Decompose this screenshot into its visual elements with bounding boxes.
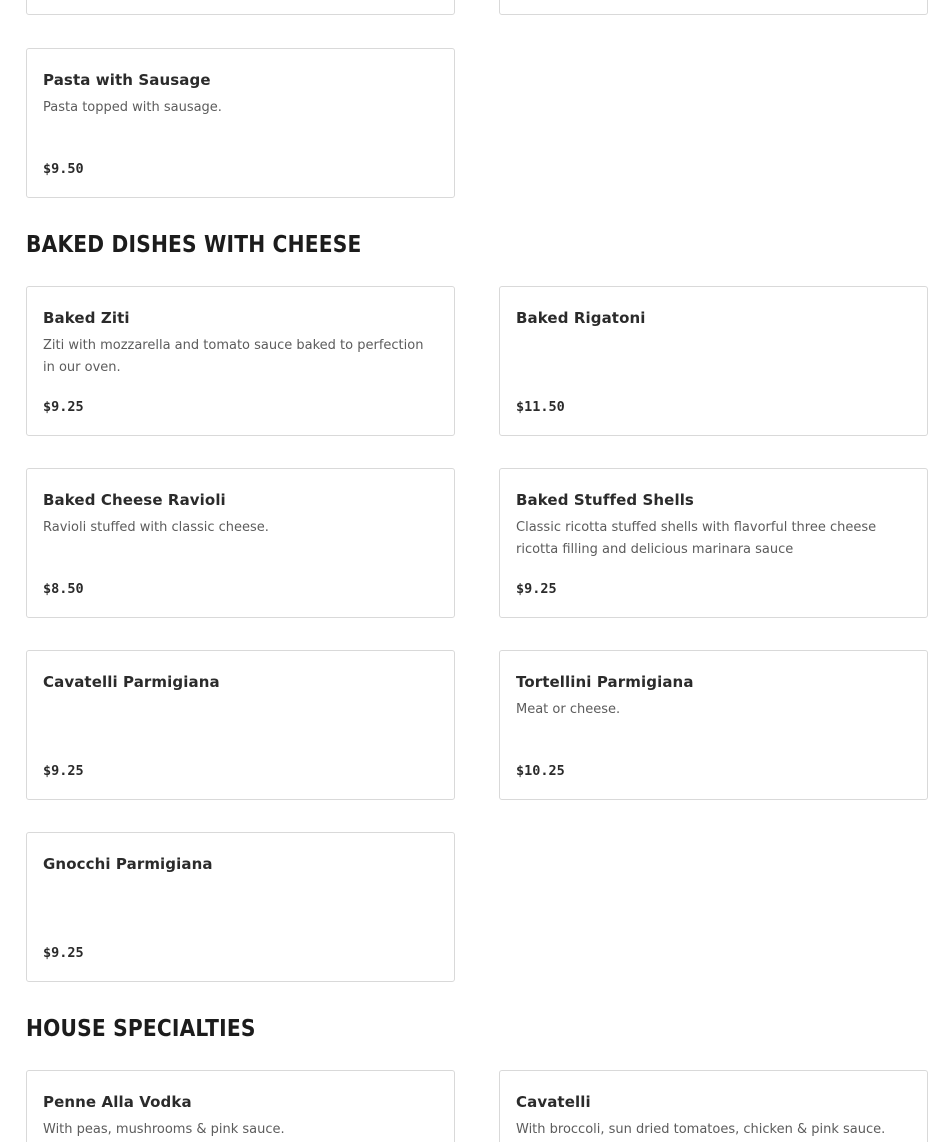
menu-item-card[interactable] (499, 286, 928, 436)
menu-item-name: Cavatelli Parmigiana (43, 673, 220, 691)
menu-item-price: $11.50 (516, 399, 565, 415)
section-title: HOUSE SPECIALTIES (26, 1016, 256, 1042)
menu-item-description: Pasta topped with sausage. (43, 100, 222, 115)
menu-item-description: With broccoli, sun dried tomatoes, chicken & pink sauce. (516, 1122, 886, 1137)
menu-item-name: Gnocchi Parmigiana (43, 855, 213, 873)
menu-item-card[interactable] (499, 468, 928, 618)
menu-item-description: With peas, mushrooms & pink sauce. (43, 1122, 285, 1137)
menu-item-description: Ravioli stuffed with classic cheese. (43, 520, 269, 535)
menu-item-name: Tortellini Parmigiana (516, 673, 694, 691)
menu-item-name: Penne Alla Vodka (43, 1093, 192, 1111)
menu-item-name: Baked Ziti (43, 309, 130, 327)
menu-item-name: Pasta with Sausage (43, 71, 211, 89)
menu-item-name: Cavatelli (516, 1093, 591, 1111)
menu-item-card[interactable] (26, 286, 455, 436)
menu-item-name: Baked Rigatoni (516, 309, 646, 327)
menu-item-card[interactable] (26, 650, 455, 800)
menu-item-card[interactable] (26, 832, 455, 982)
menu-item-price: $9.25 (43, 763, 84, 779)
menu-item-card[interactable] (499, 1070, 928, 1142)
menu-item-card[interactable] (26, 48, 455, 198)
menu-item-card[interactable] (26, 0, 455, 15)
menu-item-card[interactable] (26, 468, 455, 618)
section-title: BAKED DISHES WITH CHEESE (26, 232, 362, 258)
menu-item-name: Baked Stuffed Shells (516, 491, 694, 509)
menu-item-name: Baked Cheese Ravioli (43, 491, 226, 509)
menu-item-card[interactable] (26, 1070, 455, 1142)
menu-item-price: $8.50 (43, 581, 84, 597)
menu-item-price: $9.25 (43, 945, 84, 961)
menu-item-description: Classic ricotta stuffed shells with flavorful three cheese ricotta filling and delicious marinara sauce (516, 520, 877, 557)
menu-item-price: $9.25 (516, 581, 557, 597)
menu-item-price: $10.25 (516, 763, 565, 779)
menu-item-card[interactable] (499, 0, 928, 15)
menu-item-description: Meat or cheese. (516, 702, 621, 717)
menu-item-price: $9.50 (43, 161, 84, 177)
menu-item-description: Ziti with mozzarella and tomato sauce baked to perfection in our oven. (43, 338, 424, 375)
menu-item-card[interactable] (499, 650, 928, 800)
menu-item-price: $9.25 (43, 399, 84, 415)
